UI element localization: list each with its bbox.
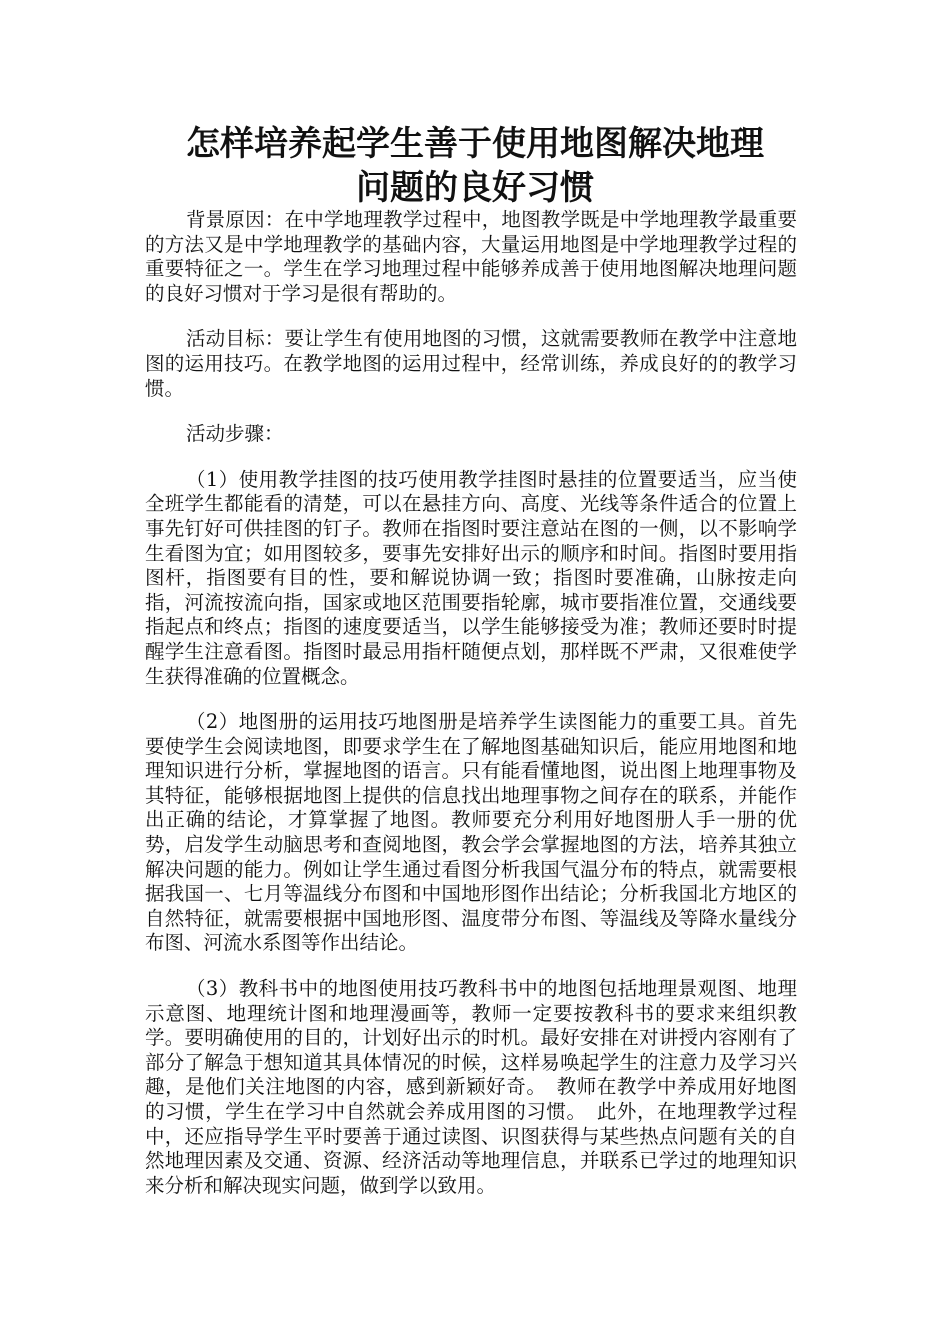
document-title	[145, 122, 805, 210]
title-line-1: 怎样培养起学生善于使用地图解决地理	[186, 124, 764, 164]
paragraph-step-2: （2）地图册的运用技巧地图册是培养学生读图能力的重要工具。首先要使学生会阅读地图，即要求学生在了解地图基础知识后，能应用地图和地理知识进行分析，掌握地图的语言。只有能看懂地图，说出图上地理事物及其特征，能够根据地图上提供的信息找出地理事物之间存在的联系，并能作出正确的结论，才算掌握了地图。教师要充分利用好地图册人手一册的优势，启发学生动脑思考和查阅地图，教会学会掌握地图的方法，培养其独立解决问题的能力。例如让学生通过看图分析我国气温分布的特点，就需要根据我国一、七月等温线分布图和中国地形图作出结论；分析我国北方地区的自然特征，就需要根据中国地形图、温度带分布图、等温线及等降水量线分布图、河流水系图等作出结论。	[145, 710, 797, 955]
document-body	[145, 208, 797, 1219]
paragraph-step-3: （3）教科书中的地图使用技巧教科书中的地图包括地理景观图、地理示意图、地理统计图和地理漫画等，教师一定要按教科书的要求来组织教学。要明确使用的目的，计划好出示的时机。最好安排在对讲授内容刚有了部分了解急于想知道其具体情况的时候，这样易唤起学生的注意力及学习兴趣，是他们关注地图的内容，感到新颖好奇。 教师在教学中养成用好地图的习惯，学生在学习中自然就会养成用图的习惯。 此外，在地理教学过程中，还应指导学生平时要善于通过读图、识图获得与某些热点问题有关的自然地理因素及交通、资源、经济活动等地理信息，并联系已学过的地理知识来分析和解决现实问题，做到学以致用。	[145, 977, 797, 1197]
title-line-2: 问题的良好习惯	[356, 168, 594, 208]
paragraph-objective: 活动目标：要让学生有使用地图的习惯，这就需要教师在教学中注意地图的运用技巧。在教学地图的运用过程中，经常训练，养成良好的的教学习惯。	[145, 327, 797, 400]
paragraph-step-1: （1）使用教学挂图的技巧使用教学挂图时悬挂的位置要适当，应当使全班学生都能看的清楚，可以在悬挂方向、高度、光线等条件适合的位置上事先钉好可供挂图的钉子。教师在指图时要注意站在图的一侧，以不影响学生看图为宜；如用图较多，要事先安排好出示的顺序和时间。指图时要用指图杆，指图要有目的性，要和解说协调一致；指图时要准确，山脉按走向指，河流按流向指，国家或地区范围要指轮廓，城市要指准位置，交通线要指起点和终点；指图的速度要适当，以学生能够接受为准；教师还要时时提醒学生注意看图。指图时最忌用指杆随便点划，那样既不严肃，又很难使学生获得准确的位置概念。	[145, 467, 797, 688]
paragraph-background: 背景原因：在中学地理教学过程中，地图教学既是中学地理教学最重要的方法又是中学地理教学的基础内容，大量运用地图是中学地理教学过程的重要特征之一。学生在学习地理过程中能够养成善于使用地图解决地理问题的良好习惯对于学习是很有帮助的。	[145, 208, 797, 305]
paragraph-steps-heading: 活动步骤：	[185, 422, 284, 446]
